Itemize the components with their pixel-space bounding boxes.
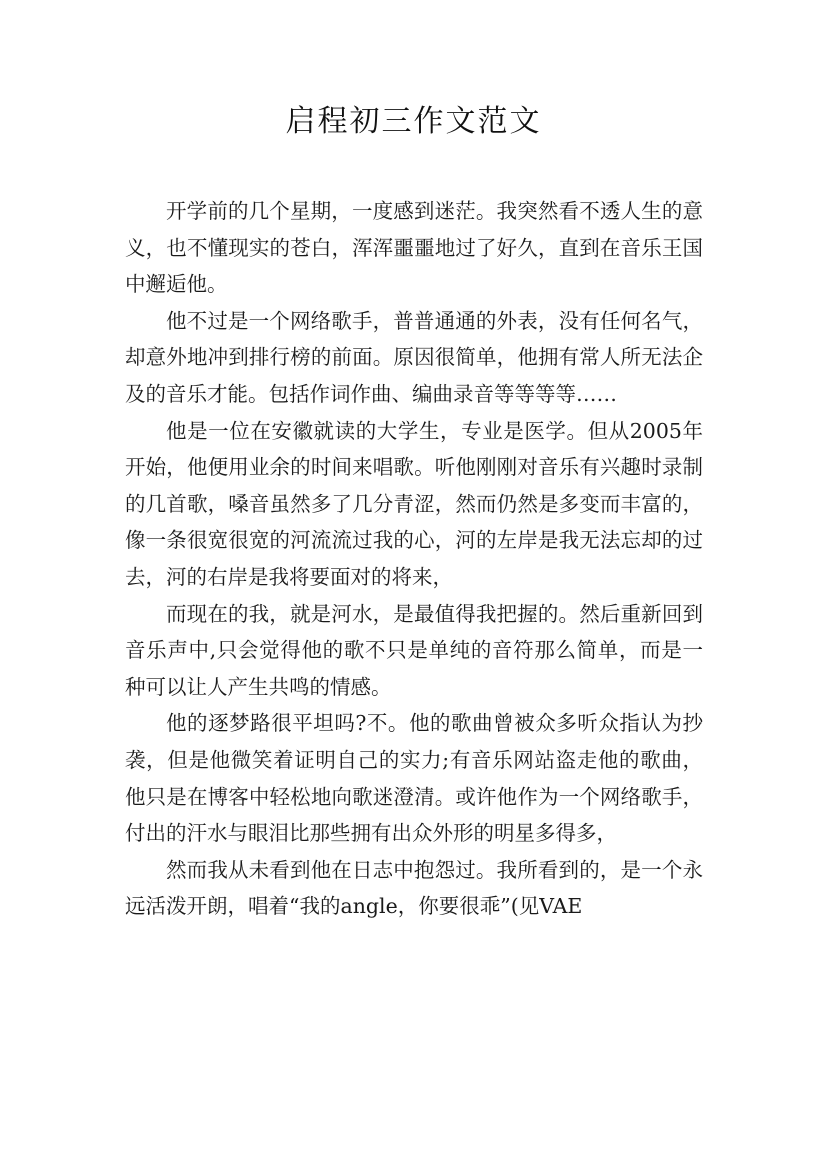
document-title: 启程初三作文范文 [285,104,542,139]
paragraph: 他是一位在安徽就读的大学生，专业是医学。但从2005年开始，他便用业余的时间来唱歌。听他刚刚对音乐有兴趣时录制的几首歌，嗓音虽然多了几分青涩，然而仍然是多变而丰富的，像一条很宽很宽的河流流过我的心，河的左岸是我无法忘却的过去，河的右岸是我将要面对的将来， [125,418,703,589]
paragraph: 他不过是一个网络歌手，普普通通的外表，没有任何名气，却意外地冲到排行榜的前面。原因很简单，他拥有常人所无法企及的音乐才能。包括作词作曲、编曲录音等等等等…… [125,308,703,406]
paragraph: 开学前的几个星期，一度感到迷茫。我突然看不透人生的意义，也不懂现实的苍白，浑浑噩噩地过了好久，直到在音乐王国中邂逅他。 [125,199,703,297]
paragraph: 然而我从未看到他在日志中抱怨过。我所看到的，是一个永远活泼开朗，唱着“我的angle，你要很乖”(见VAE [125,857,703,919]
paragraph: 而现在的我，就是河水，是最值得我把握的。然后重新回到音乐声中,只会觉得他的歌不只是单纯的音符那么简单，而是一种可以让人产生共鸣的情感。 [125,601,703,699]
document-body [125,193,703,925]
paragraph: 他的逐梦路很平坦吗?不。他的歌曲曾被众多听众指认为抄袭，但是他微笑着证明自己的实力;有音乐网站盗走他的歌曲，他只是在博客中轻松地向歌迷澄清。或许他作为一个网络歌手，付出的汗水与眼泪比那些拥有出众外形的明星多得多， [125,711,703,846]
